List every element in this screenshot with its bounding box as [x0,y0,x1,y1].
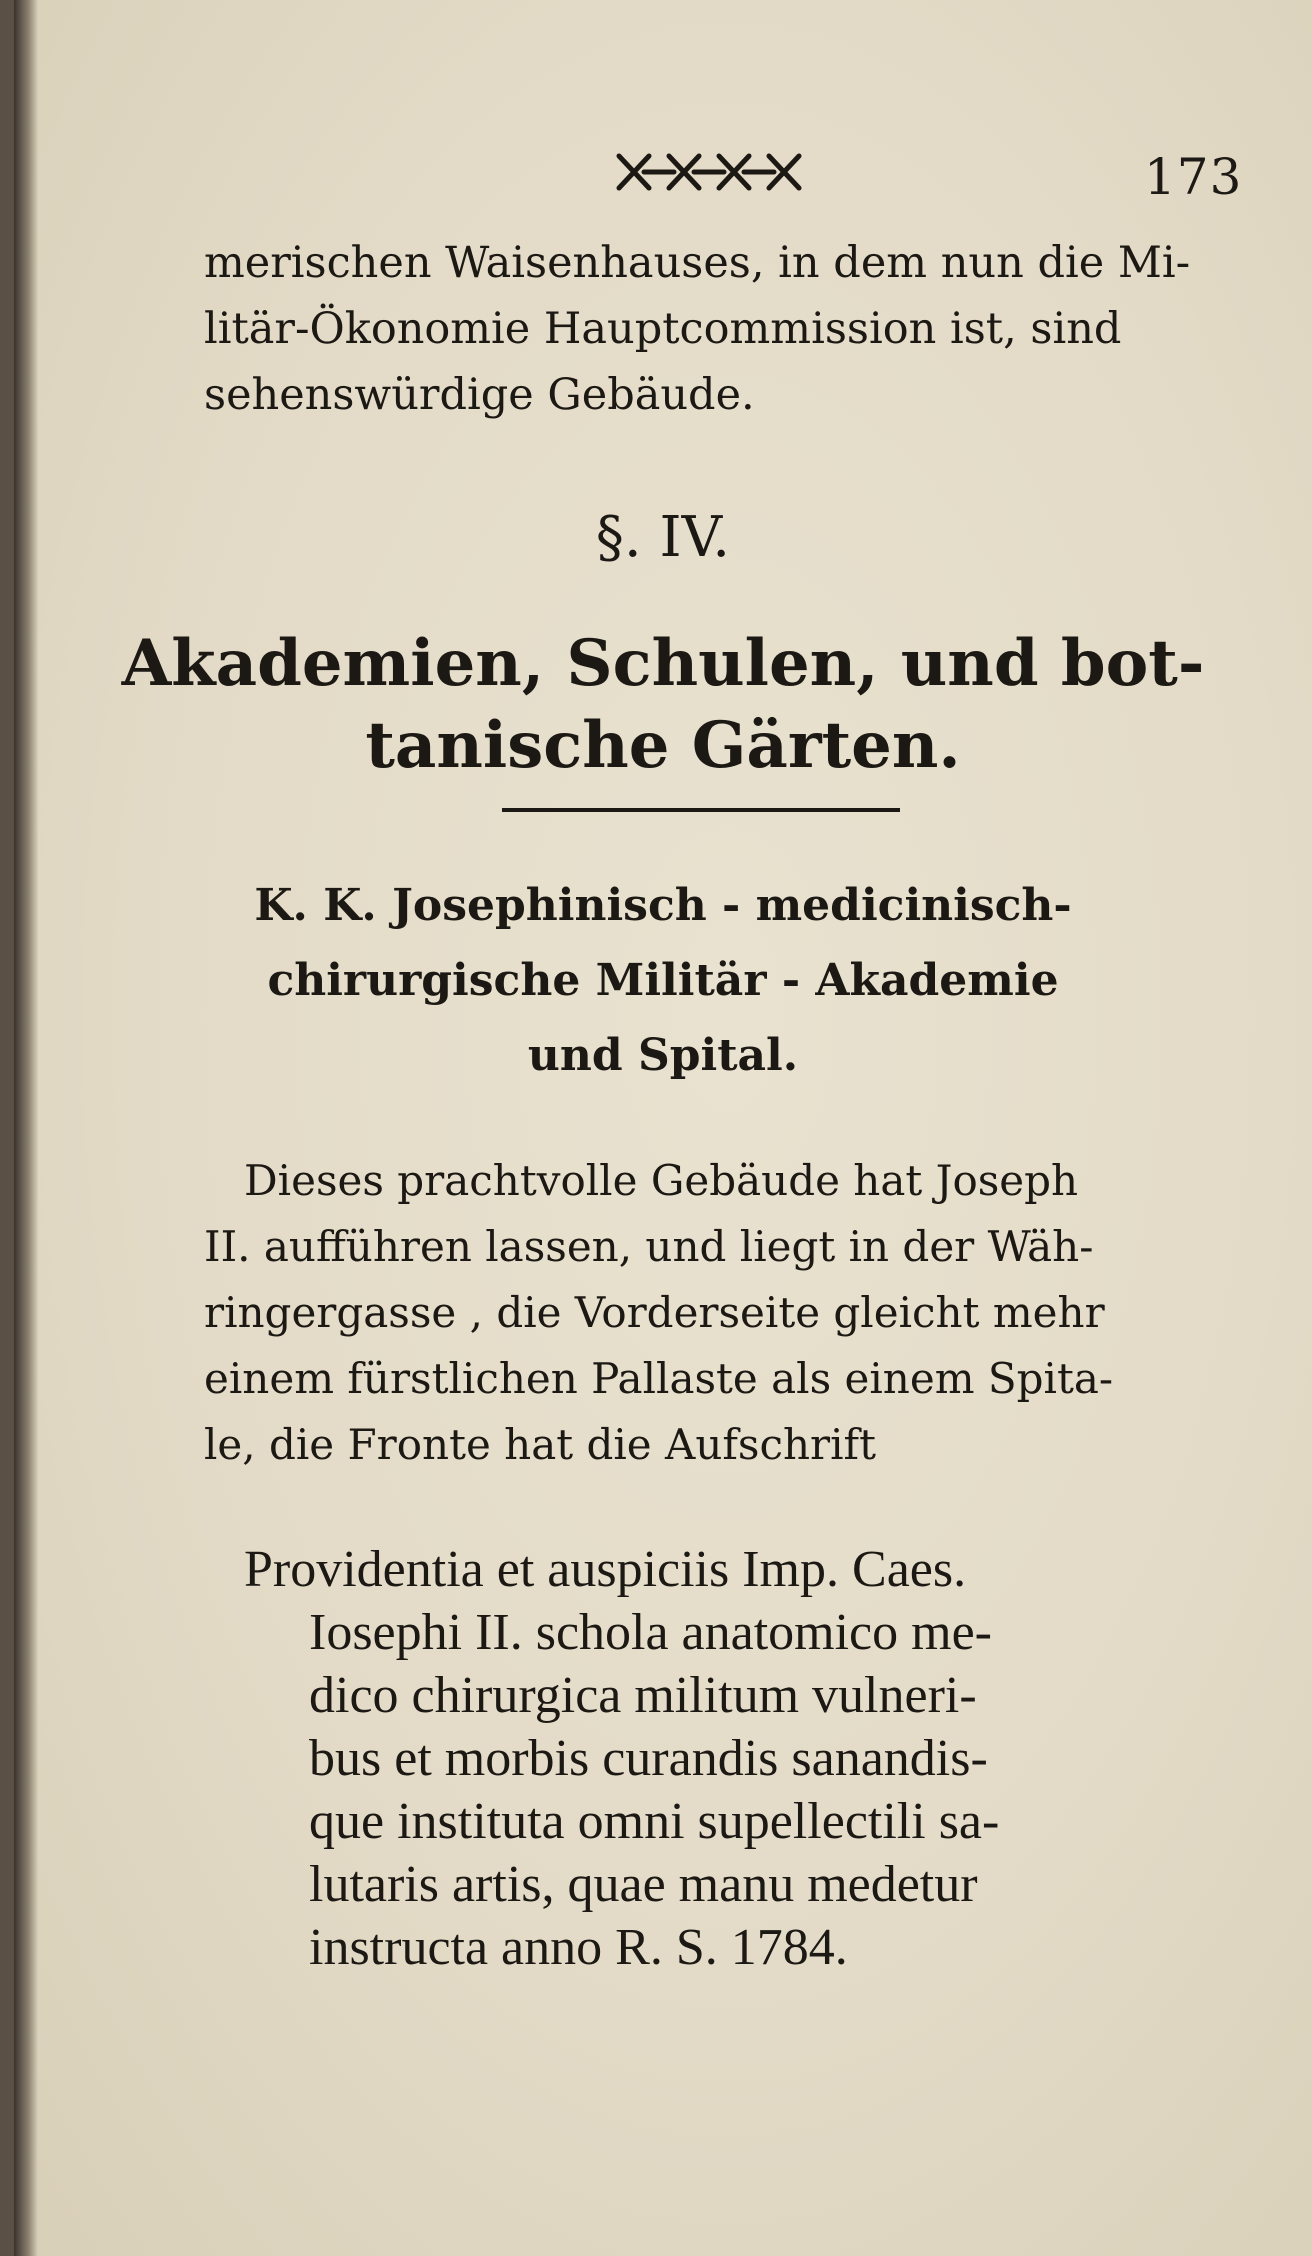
subheading-line-1: K. K. Josephinisch - medicinisch- [254,880,1072,931]
continuation-line-1: merischen Waisenhauses, in dem nun die Mi- [204,238,1191,288]
inscription-line-4: bus et morbis curandis sanandis- [309,1730,988,1787]
subheading-line-3: und Spital. [527,1030,799,1081]
paragraph-line-5: le, die Fronte hat die Aufschrift [204,1420,876,1469]
inscription-line-5: que instituta omni supellectili sa- [309,1793,1000,1850]
section-title-line-2: tanische Gärten. [365,708,961,783]
section-title-line-1: Akademien, Schulen, und bot- [121,626,1205,701]
inscription-line-1: Providentia et auspiciis Imp. Caes. [244,1541,967,1598]
paragraph-line-4: einem fürstlichen Pallaste als einem Spita- [204,1354,1114,1403]
subheading-line-2: chirurgische Militär - Akademie [267,955,1059,1006]
paragraph-line-1: Dieses prachtvolle Gebäude hat Joseph [244,1156,1079,1205]
paragraph-line-3: ringergasse , die Vorderseite gleicht mehr [204,1288,1105,1337]
inscription-line-6: lutaris artis, quae manu medetur [309,1856,978,1913]
book-page [14,0,1312,2256]
page-number: 173 [1144,148,1243,206]
inscription-line-7: instructa anno R. S. 1784. [309,1919,848,1976]
ornament-icon [614,150,814,194]
continuation-line-3: sehenswürdige Gebäude. [204,370,755,420]
inscription-line-2: Iosephi II. schola anatomico me- [309,1604,992,1661]
section-divider [502,808,900,812]
paragraph-line-2: II. aufführen lassen, und liegt in der Wäh- [204,1222,1094,1271]
section-number: §. IV. [595,505,731,570]
page-gutter-shadow [14,0,38,2256]
inscription-line-3: dico chirurgica militum vulneri- [309,1667,977,1724]
continuation-line-2: litär-Ökonomie Hauptcommission ist, sind [204,304,1122,354]
